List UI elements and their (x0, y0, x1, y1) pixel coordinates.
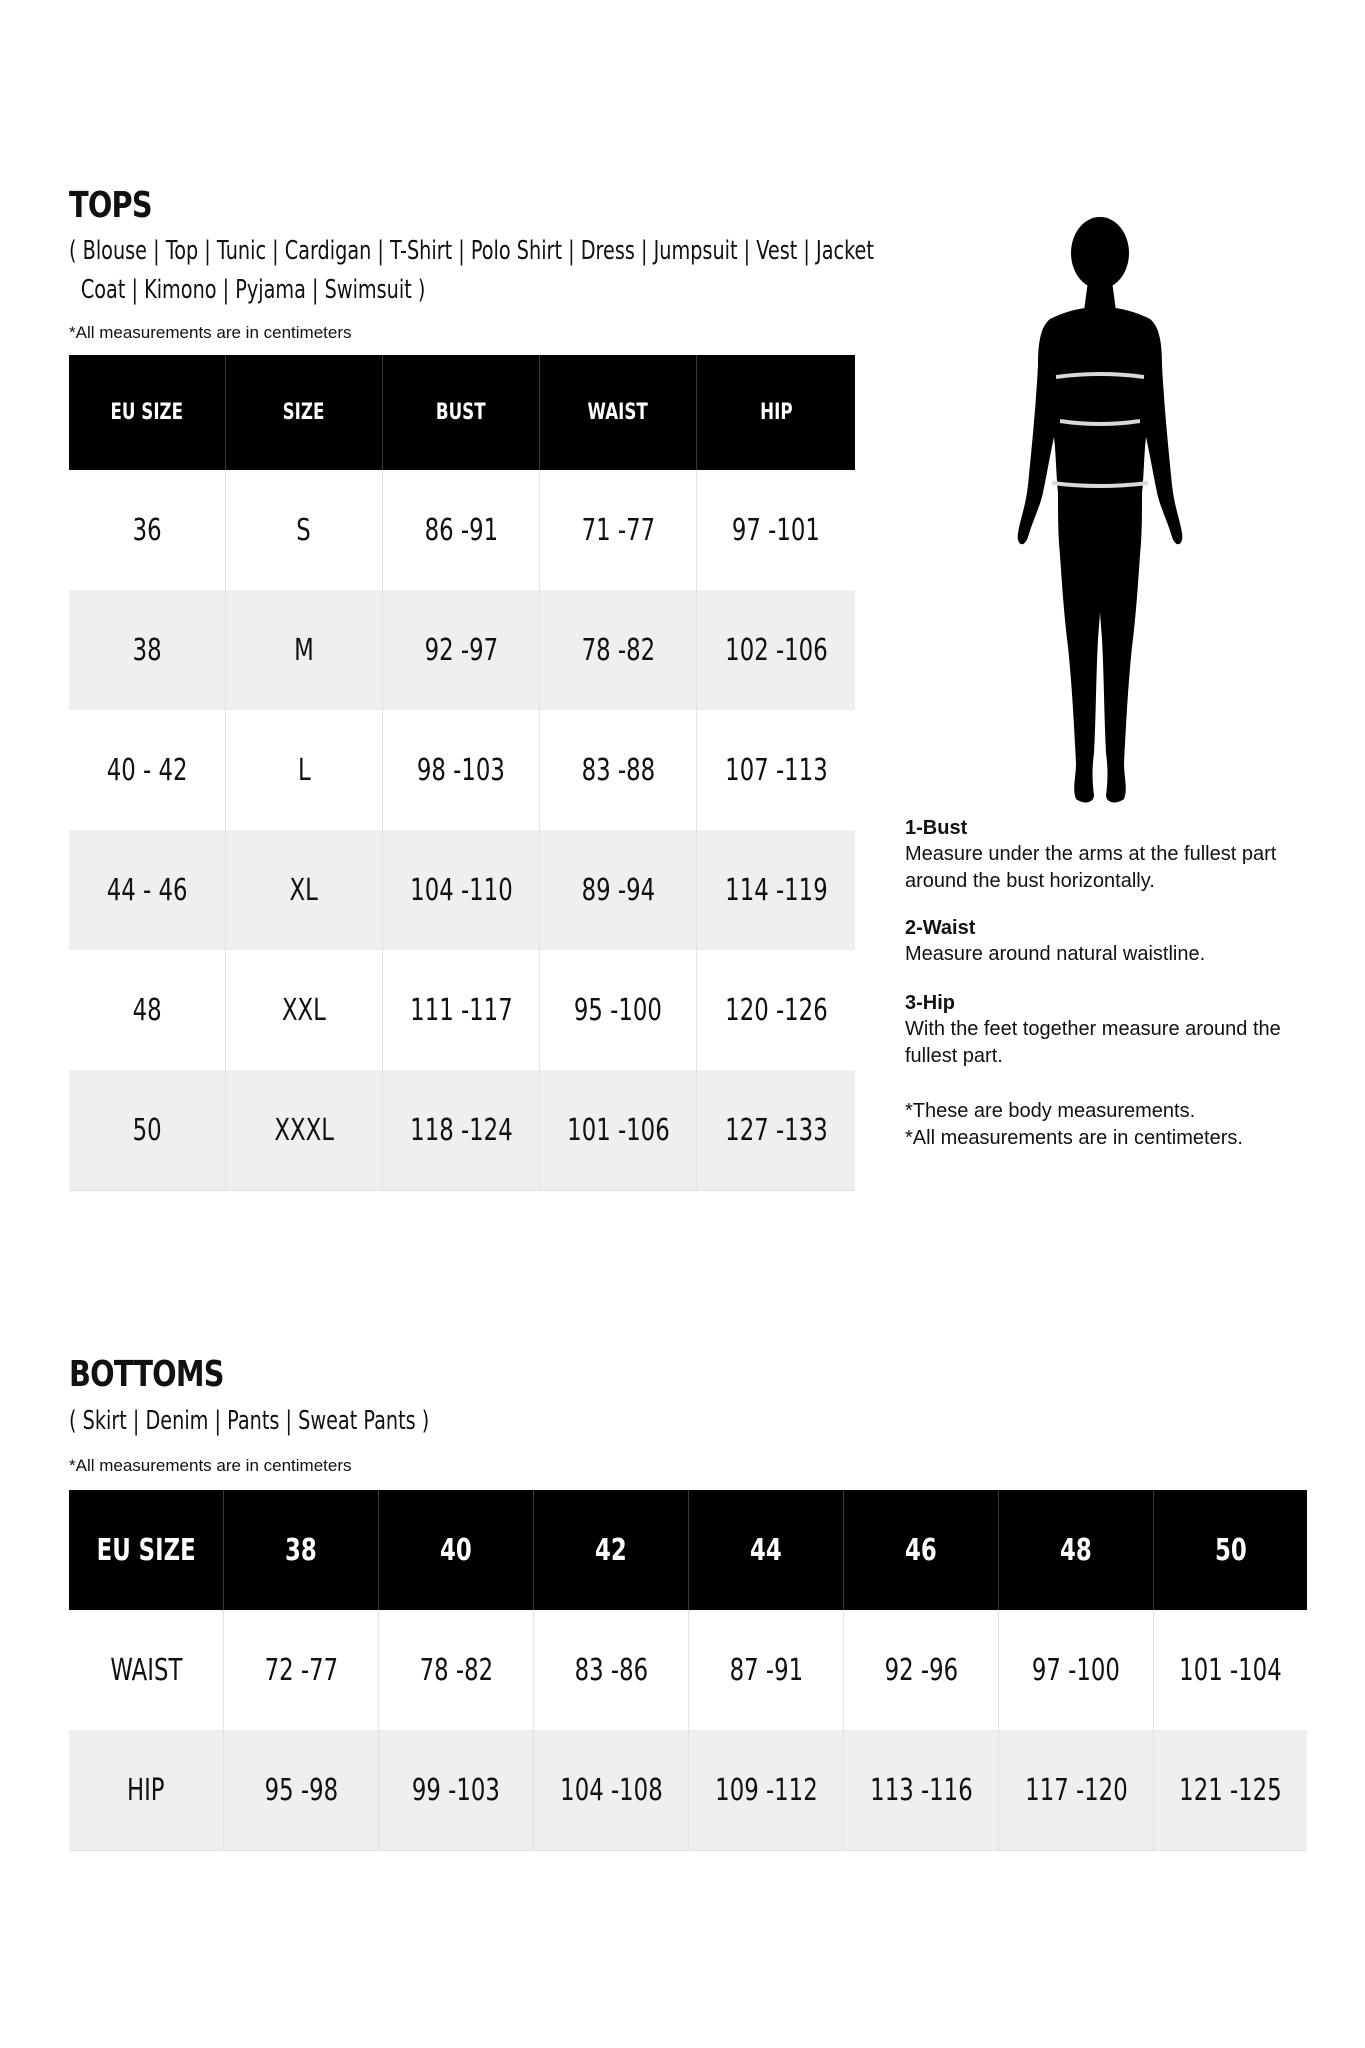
tops-categories-line2: Coat | Kimono | Pyjama | Swimsuit ) (80, 275, 426, 305)
tops-cell-eu-size: 48 (69, 950, 226, 1070)
bottoms-header-size: 50 (1154, 1490, 1308, 1610)
tops-cell-hip: 102 -106 (697, 590, 856, 710)
guide-note-body: *These are body measurements. (905, 1100, 1196, 1122)
tops-cell-hip: 120 -126 (697, 950, 856, 1070)
tops-header-row (69, 355, 855, 470)
bottoms-cell: 109 -112 (689, 1730, 844, 1851)
tops-cell-bust: 92 -97 (383, 590, 540, 710)
guide-note-units: *All measurements are in centimeters. (905, 1127, 1243, 1149)
tops-cell-bust: 98 -103 (383, 710, 540, 830)
bottoms-header-size: 44 (689, 1490, 844, 1610)
tops-cell-hip: 107 -113 (697, 710, 856, 830)
bottoms-cell: 83 -86 (534, 1610, 689, 1730)
tops-cell-waist: 101 -106 (540, 1070, 697, 1191)
tops-unit-note: *All measurements are in centimeters (69, 323, 352, 342)
bottoms-header-size: 40 (379, 1490, 534, 1610)
guide-bust-text-1: Measure under the arms at the fullest part (905, 843, 1277, 865)
tops-cell-size: XL (226, 830, 383, 950)
tops-size-table (69, 355, 855, 1191)
bottoms-size-table (69, 1490, 1307, 1851)
bottoms-cell: 72 -77 (224, 1610, 379, 1730)
tops-cell-waist: 71 -77 (540, 470, 697, 590)
table-row (69, 590, 855, 710)
tops-header-waist: WAIST (540, 355, 697, 470)
tops-cell-eu-size: 40 - 42 (69, 710, 226, 830)
tops-cell-waist: 78 -82 (540, 590, 697, 710)
bottoms-cell: 95 -98 (224, 1730, 379, 1851)
bottoms-row-label-waist: WAIST (69, 1610, 224, 1730)
tops-cell-hip: 114 -119 (697, 830, 856, 950)
bottoms-cell: 99 -103 (379, 1730, 534, 1851)
guide-bust-title: 1-Bust (905, 817, 968, 839)
tops-cell-size: L (226, 710, 383, 830)
bottoms-cell: 101 -104 (1154, 1610, 1308, 1730)
bottoms-header-row (69, 1490, 1307, 1610)
tops-cell-size: S (226, 470, 383, 590)
bottoms-cell: 113 -116 (844, 1730, 999, 1851)
tops-cell-bust: 86 -91 (383, 470, 540, 590)
tops-cell-hip: 127 -133 (697, 1070, 856, 1191)
tops-cell-size: XXXL (226, 1070, 383, 1191)
bottoms-cell: 92 -96 (844, 1610, 999, 1730)
table-row (69, 710, 855, 830)
tops-header-eu-size: EU SIZE (69, 355, 226, 470)
bottoms-row-label-hip: HIP (69, 1730, 224, 1851)
guide-waist-title: 2-Waist (905, 917, 976, 939)
guide-hip-text-2: fullest part. (905, 1045, 1003, 1067)
guide-hip-text-1: With the feet together measure around the (905, 1018, 1281, 1040)
tops-cell-waist: 83 -88 (540, 710, 697, 830)
body-silhouette-icon (1010, 215, 1190, 805)
bottoms-header-size: 38 (224, 1490, 379, 1610)
guide-waist-text: Measure around natural waistline. (905, 943, 1206, 965)
tops-header-bust: BUST (383, 355, 540, 470)
guide-bust (905, 815, 1325, 895)
tops-cell-eu-size: 44 - 46 (69, 830, 226, 950)
guide-hip (905, 990, 1325, 1070)
tops-cell-bust: 111 -117 (383, 950, 540, 1070)
tops-cell-bust: 118 -124 (383, 1070, 540, 1191)
bottoms-categories: ( Skirt | Denim | Pants | Sweat Pants ) (69, 1406, 430, 1436)
guide-notes (905, 1098, 1325, 1152)
table-row (69, 1730, 1307, 1851)
bottoms-title: BOTTOMS (69, 1354, 224, 1395)
body-figure (1010, 215, 1190, 805)
tops-cell-waist: 89 -94 (540, 830, 697, 950)
tops-cell-size: XXL (226, 950, 383, 1070)
guide-bust-text-2: around the bust horizontally. (905, 870, 1155, 892)
table-row (69, 950, 855, 1070)
table-row (69, 1070, 855, 1191)
bottoms-header-eu-size: EU SIZE (69, 1490, 224, 1610)
bottoms-cell: 78 -82 (379, 1610, 534, 1730)
tops-title: TOPS (69, 185, 152, 226)
table-row (69, 830, 855, 950)
bottoms-cell: 97 -100 (999, 1610, 1154, 1730)
tops-cell-eu-size: 36 (69, 470, 226, 590)
tops-cell-bust: 104 -110 (383, 830, 540, 950)
tops-cell-hip: 97 -101 (697, 470, 856, 590)
tops-header-hip: HIP (697, 355, 856, 470)
tops-categories-line1: ( Blouse | Top | Tunic | Cardigan | T-Shirt | Polo Shirt | Dress | Jumpsuit | Vest | Jacket (69, 236, 874, 266)
bottoms-unit-note: *All measurements are in centimeters (69, 1456, 352, 1475)
tops-cell-eu-size: 50 (69, 1070, 226, 1191)
bottoms-header-size: 46 (844, 1490, 999, 1610)
table-row (69, 470, 855, 590)
tops-cell-waist: 95 -100 (540, 950, 697, 1070)
bottoms-cell: 117 -120 (999, 1730, 1154, 1851)
bottoms-cell: 121 -125 (1154, 1730, 1308, 1851)
guide-waist (905, 915, 1325, 968)
tops-cell-size: M (226, 590, 383, 710)
guide-hip-title: 3-Hip (905, 992, 955, 1014)
bottoms-header-size: 42 (534, 1490, 689, 1610)
bottoms-cell: 87 -91 (689, 1610, 844, 1730)
bottoms-cell: 104 -108 (534, 1730, 689, 1851)
tops-cell-eu-size: 38 (69, 590, 226, 710)
bottoms-header-size: 48 (999, 1490, 1154, 1610)
table-row (69, 1610, 1307, 1730)
tops-categories (69, 232, 874, 310)
tops-header-size: SIZE (226, 355, 383, 470)
